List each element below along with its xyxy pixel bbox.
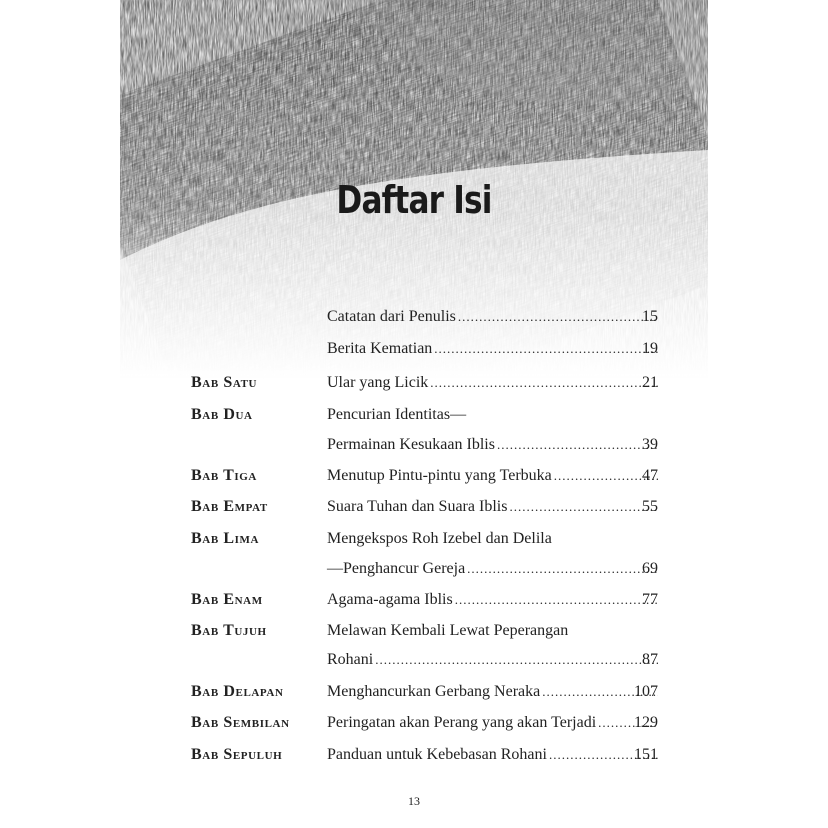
toc-chapter-label: Bab Sembilan bbox=[191, 714, 290, 731]
toc-chapter-label: Bab Tujuh bbox=[191, 622, 267, 639]
toc-entry-title: Rohani bbox=[327, 651, 374, 668]
toc-entry-title: Agama-agama Iblis bbox=[327, 591, 453, 608]
toc-entry-line bbox=[120, 560, 708, 584]
toc-entry-line bbox=[120, 746, 708, 770]
toc-entry-line bbox=[120, 406, 708, 430]
toc-entry-line bbox=[120, 651, 708, 675]
toc-dot-leader bbox=[458, 309, 658, 325]
toc-chapter-label: Bab Satu bbox=[191, 374, 258, 391]
toc-chapter-label: Bab Dua bbox=[191, 406, 253, 423]
toc-dot-leader bbox=[434, 341, 658, 357]
toc-dot-leader bbox=[497, 437, 658, 453]
toc-page-number: 87 bbox=[642, 651, 658, 668]
book-page bbox=[120, 0, 708, 828]
toc-page-number: 47 bbox=[642, 467, 658, 484]
toc-entry-title: Ular yang Licik bbox=[327, 374, 429, 391]
toc-chapter-label: Bab Enam bbox=[191, 591, 263, 608]
toc-entry-title: Pencurian Identitas— bbox=[327, 406, 467, 423]
toc-page-number: 21 bbox=[642, 374, 658, 391]
page-title: Daftar Isi bbox=[336, 178, 492, 222]
toc-chapter-label: Bab Delapan bbox=[191, 683, 284, 700]
folio-page-number: 13 bbox=[408, 794, 420, 808]
toc-page-number: 55 bbox=[642, 498, 658, 515]
toc-chapter-label: Bab Tiga bbox=[191, 467, 257, 484]
toc-entry-title: Menghancurkan Gerbang Neraka bbox=[327, 683, 541, 700]
toc-entry-title: Catatan dari Penulis bbox=[327, 308, 456, 325]
toc-page-number: 151 bbox=[634, 746, 658, 763]
toc-entry-title: Panduan untuk Kebebasan Rohani bbox=[327, 746, 547, 763]
toc-entry-line bbox=[120, 436, 708, 460]
toc-dot-leader bbox=[455, 592, 658, 608]
toc-page-number: 15 bbox=[642, 308, 658, 325]
toc-entry-title: Mengekspos Roh Izebel dan Delila bbox=[327, 530, 552, 547]
toc-page-number: 107 bbox=[634, 683, 658, 700]
toc-entry-line bbox=[120, 622, 708, 646]
toc-entry-line bbox=[120, 308, 708, 332]
toc-dot-leader bbox=[375, 652, 658, 668]
toc-entry-line bbox=[120, 467, 708, 491]
toc-entry-line bbox=[120, 591, 708, 615]
toc-entry-title: Menutup Pintu-pintu yang Terbuka bbox=[327, 467, 552, 484]
toc-page-number: 77 bbox=[642, 591, 658, 608]
toc-entry-line bbox=[120, 374, 708, 398]
toc-dot-leader bbox=[430, 375, 658, 391]
toc-dot-leader bbox=[467, 561, 658, 577]
toc-entry-line bbox=[120, 498, 708, 522]
toc-entry-line bbox=[120, 683, 708, 707]
toc-chapter-label: Bab Sepuluh bbox=[191, 746, 283, 763]
table-of-contents bbox=[120, 0, 708, 828]
toc-page-number: 39 bbox=[642, 436, 658, 453]
toc-entry-title: —Penghancur Gereja bbox=[327, 560, 466, 577]
toc-dot-leader bbox=[509, 499, 658, 515]
toc-entry-title: Melawan Kembali Lewat Peperangan bbox=[327, 622, 569, 639]
toc-entry-title: Permainan Kesukaan Iblis bbox=[327, 436, 495, 453]
toc-page-number: 129 bbox=[634, 714, 658, 731]
toc-entry-line bbox=[120, 340, 708, 364]
toc-entry-line bbox=[120, 530, 708, 554]
toc-page-number: 69 bbox=[642, 560, 658, 577]
toc-chapter-label: Bab Lima bbox=[191, 530, 260, 547]
toc-entry-line bbox=[120, 714, 708, 738]
toc-entry-title: Suara Tuhan dan Suara Iblis bbox=[327, 498, 508, 515]
toc-chapter-label: Bab Empat bbox=[191, 498, 268, 515]
toc-page-number: 19 bbox=[642, 340, 658, 357]
toc-entry-title: Berita Kematian bbox=[327, 340, 433, 357]
toc-entry-title: Peringatan akan Perang yang akan Terjadi bbox=[327, 714, 597, 731]
